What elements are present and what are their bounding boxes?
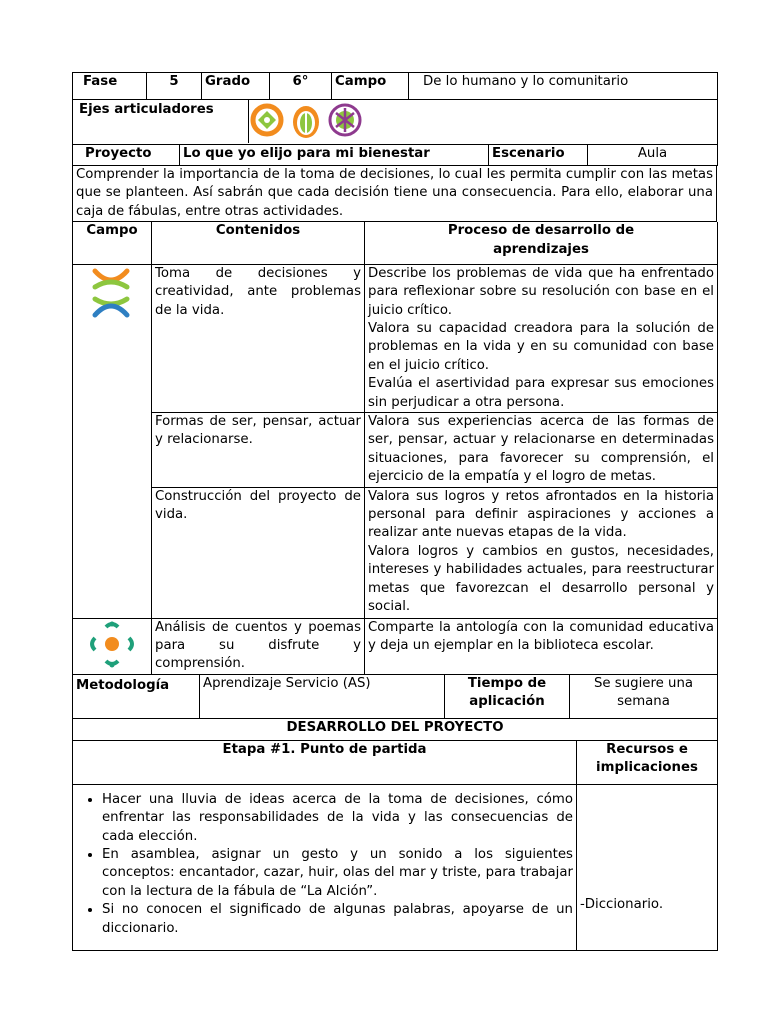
fase-value: 5 (147, 73, 202, 100)
project-description: Comprender la importancia de la toma de decisiones, lo cual les permita cumplir con las metas que se planteen. Así sabrán que cada decisión tiene una consecuencia. Para ello, elaborar una caja de fábulas, entre otras actividades. (73, 166, 717, 222)
actividades-cell (73, 784, 577, 950)
actividad-item: • En asamblea, asignar un gesto y un sonido a los siguientes conceptos: encantador, cazar, huir, olas del mar y triste, para trabajar con la lectura de la fábula de “La Alción”. (102, 846, 573, 901)
desarrollo-table (72, 719, 718, 951)
proceso-1-item: Valora su capacidad creadora para la solución de problemas en la vida y en su comunidad con base en el juicio crítico. (368, 320, 714, 373)
eje-interculturalidad-icon (330, 105, 360, 135)
grado-label: Grado (202, 73, 270, 100)
escenario-value: Aula (588, 145, 718, 166)
eje-vida-saludable-icon (293, 106, 319, 138)
actividad-item: • Hacer una lluvia de ideas acerca de la toma de decisiones, cómo enfrentar las responsabilidades de la vida y las consecuencias de cada elección. (102, 791, 573, 846)
planning-document (72, 72, 717, 951)
contenido-1: Toma de decisiones y creatividad, ante problemas de la vida. (152, 264, 365, 412)
header-table (72, 72, 718, 100)
fase-label: Fase (73, 73, 147, 100)
recurso-item: -Diccionario. (580, 896, 664, 912)
grado-value: 6° (270, 73, 332, 100)
proceso-1-item: Evalúa el asertividad para expresar sus emociones sin perjudicar a otra persona. (368, 376, 714, 410)
proceso-header: Proceso de desarrollo de aprendizajes (365, 222, 718, 264)
escenario-label: Escenario (489, 145, 588, 166)
proceso-3-item: Valora logros y cambios en gustos, necesidades, intereses y habilidades actuales, para reestructurar metas que favorezcan el desarrollo personal y social. (368, 543, 714, 615)
campo-icon-cell-2 (73, 618, 152, 674)
proyecto-label: Proyecto (73, 145, 180, 166)
actividades-list (76, 791, 573, 938)
actividad-item: • Si no conocen el significado de algunas palabras, apoyarse de un diccionario. (102, 901, 573, 938)
ejes-table (72, 100, 718, 145)
desarrollo-title: DESARROLLO DEL PROYECTO (73, 719, 718, 740)
etapa-title: Etapa #1. Punto de partida (73, 740, 577, 784)
proceso-2-item: Valora sus experiencias acerca de las formas de ser, pensar, actuar y relacionarse en determinadas situaciones, para favorecer su comprensión, el ejercicio de la empatía y el logro de metas. (368, 413, 714, 485)
metodologia-value: Aprendizaje Servicio (AS) (200, 675, 445, 719)
tiempo-value: Se sugiere una semana (570, 675, 718, 719)
contenidos-table (72, 222, 718, 675)
proceso-3-item: Valora sus logros y retos afrontados en la historia personal para definir aspiraciones y acciones a realizar ante nuevas etapas de la vida. (368, 488, 714, 541)
contenido-4: Análisis de cuentos y poemas para su disfrute y comprensión. (152, 618, 365, 674)
proceso-3 (365, 487, 718, 618)
contenido-2: Formas de ser, pensar, actuar y relacionarse. (152, 412, 365, 487)
campo-label: Campo (332, 73, 409, 100)
campo-header: Campo (73, 222, 152, 264)
recursos-header: Recursos e implicaciones (577, 740, 718, 784)
proceso-4 (365, 618, 718, 674)
proceso-4-item: Comparte la antología con la comunidad educativa y deja un ejemplar en la biblioteca escolar. (368, 619, 714, 653)
contenido-3: Construcción del proyecto de vida. (152, 487, 365, 618)
proyecto-name: Lo que yo elijo para mi bienestar (180, 145, 489, 166)
metodologia-label: Metodología (73, 675, 200, 719)
campo-humano-comunitario-icon (73, 265, 151, 321)
description-table (72, 166, 717, 222)
contenidos-header: Contenidos (152, 222, 365, 264)
recursos-cell (577, 784, 718, 950)
proceso-1-item: Describe los problemas de vida que ha enfrentado para reflexionar sobre su resolución con base en el juicio crítico. (368, 265, 714, 318)
ejes-icons-svg (248, 99, 378, 143)
metodologia-table (72, 675, 718, 720)
campo-icon-cell (73, 264, 152, 618)
ejes-divider (248, 99, 249, 143)
proceso-1 (365, 264, 718, 412)
eje-inclusion-icon (253, 106, 281, 134)
campo-lenguajes-icon (73, 619, 151, 673)
ejes-label: Ejes articuladores (73, 100, 249, 144)
tiempo-label: Tiempo de aplicación (445, 675, 570, 719)
proyecto-table (72, 145, 718, 167)
campo-value: De lo humano y lo comunitario (409, 73, 718, 100)
ejes-icons (249, 100, 718, 144)
proceso-2 (365, 412, 718, 487)
